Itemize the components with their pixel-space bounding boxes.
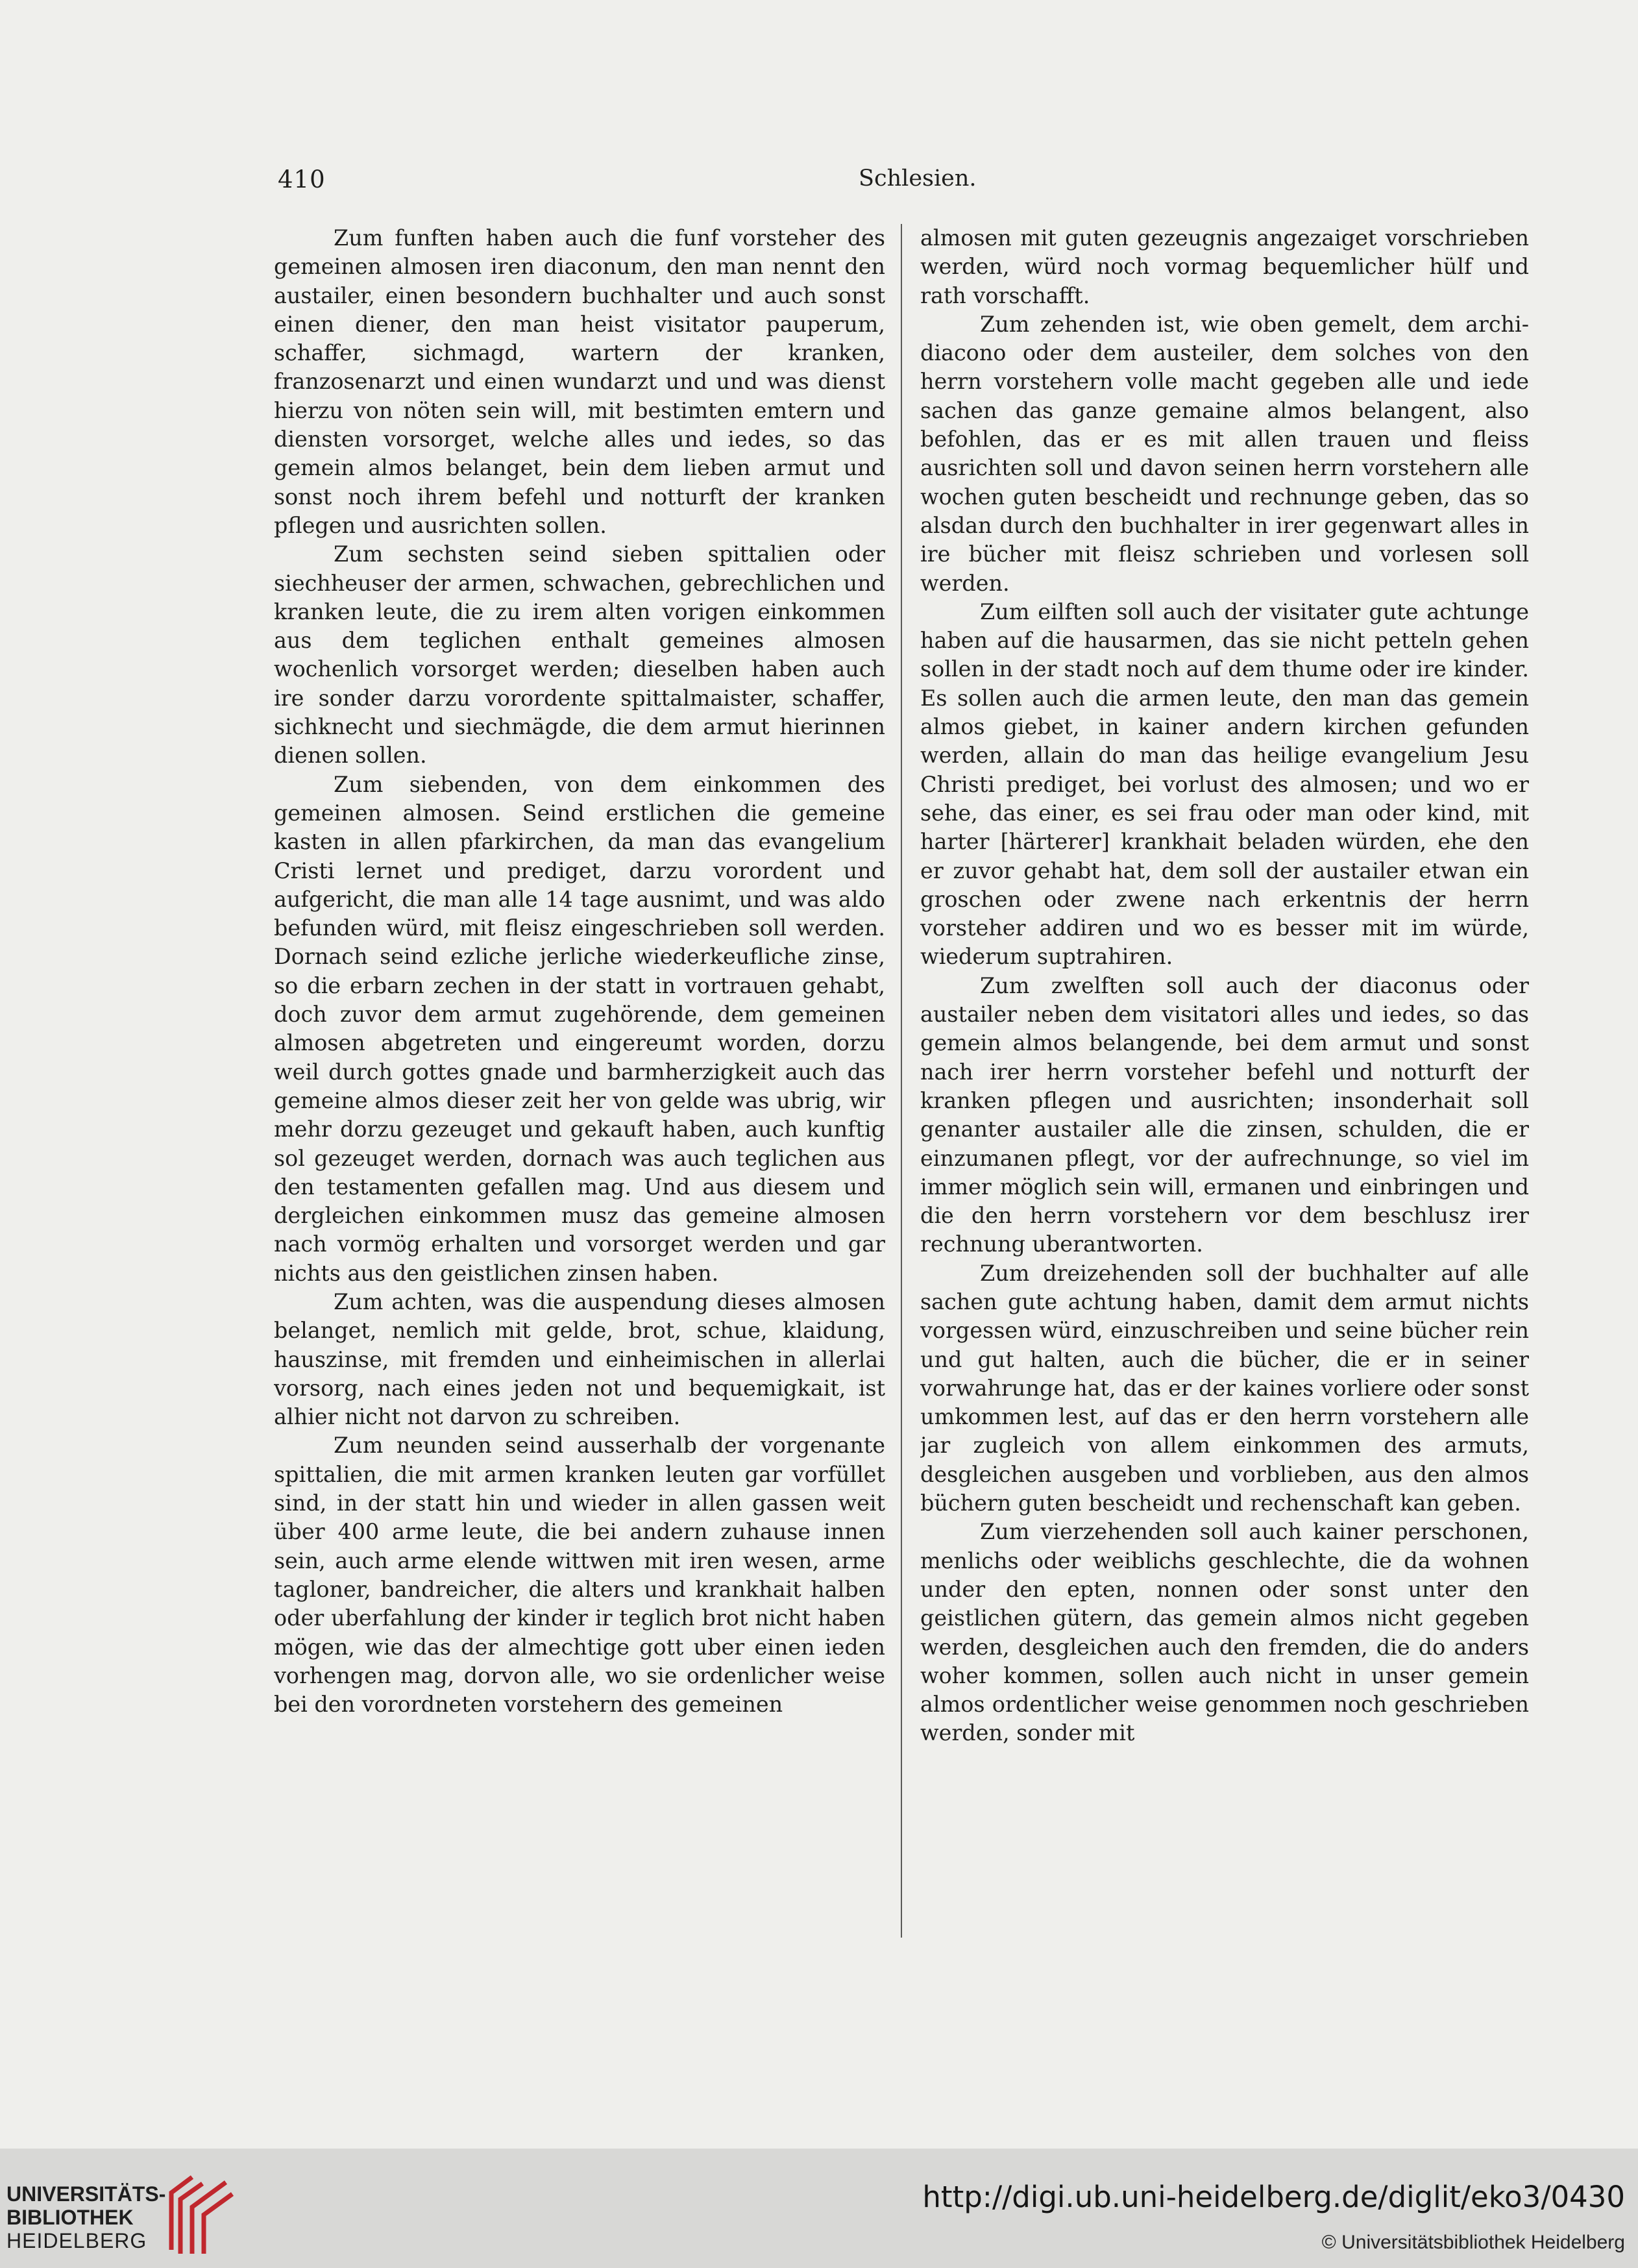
paragraph: Zum zehenden ist, wie oben gemelt, dem archidiacono oder dem austeiler, dem solches von den herrn vorstehern volle macht gegeben alle und iede sachen das ganze gemaine almos belangent, also befohlen, das er es mit allen trauen und fleiss ausrichten soll und davon seinen herrn vorstehern alle wochen guten bescheidt und rechnunge geben, das so alsdan durch den buchhalter in irer gegenwart alles in ire bücher mit fleisz schrieben und vorlesen soll werden. bbox=[920, 311, 1529, 596]
paragraph: almosen mit guten gezeugnis angezaiget vorschrieben werden, würd noch vormag bequemlicher hülf und rath vorschafft. bbox=[920, 225, 1529, 308]
logo-line-1: UNIVERSITÄTS- bbox=[6, 2182, 166, 2206]
paragraph: Zum dreizehenden soll der buchhalter auf alle sachen gute achtung haben, damit dem armut nichts vorgessen würd, einzuschreiben und seine bücher rein und gut halten, auch die bücher, die er in seiner vorwahrunge hat, das er der kaines vorliere oder sonst umkommen lest, auf das er den herrn vorstehern alle jar zugleich von allem einkommen des armuts, desgleichen ausgeben und vorblieben, aus den almos büchern guten bescheidt und rechenschaft kan geben. bbox=[920, 1260, 1529, 1516]
page-header bbox=[278, 166, 1538, 204]
paragraph: Zum vierzehenden soll auch kainer perschonen, menlichs oder weiblichs geschlechte, die da wohnen under den epten, nonnen oder sonst unter den geistlichen gütern, das gemein almos nicht gegeben werden, desgleichen auch den fremden, die do anders woher kommen, sollen auch nicht in unser gemein almos ordentlicher weise genommen noch geschrieben werden, sonder mit bbox=[920, 1519, 1529, 1746]
copyright-notice: © Universitätsbibliothek Heidelberg bbox=[1321, 2232, 1625, 2253]
right-text-column bbox=[920, 224, 1529, 1938]
library-footer bbox=[0, 2149, 1638, 2268]
paragraph: Zum eilften soll auch der visitater gute achtunge haben auf die hausarmen, das sie nicht petteln gehen sollen in der stadt noch auf dem thume oder ire kinder. Es sollen auch die armen leute, den man das gemein almos giebet, in kainer andern kirchen gefunden werden, allain do man das heilige evangelium Jesu Christi prediget, bei vorlust des almosen; und wo er sehe, das einer, es sei frau oder man oder kind, mit harter [härterer] krankhait beladen würden, ehe den er zuvor gehabt hat, dem soll der austailer etwan ein groschen oder zwene nach erkentnis der herrn vorsteher addiren und wo es besser mit im würde, wiederum suptrahiren. bbox=[920, 598, 1529, 970]
paragraph: Zum funften haben auch die funf vorsteher des gemeinen almosen iren diaconum, den man nennt den austailer, einen besondern buchhalter und auch sonst einen diener, den man heist visitator pauperum, schaffer, sichmagd, wartern der kranken, franzosenarzt und einen wundarzt und und was dienst hierzu von nöten sein will, mit bestimten emtern und diensten vorsorget, welche alles und iedes, so das gemein almos belanget, bein dem lieben armut und sonst noch ihrem befehl und notturft der kranken pflegen und ausrichten sollen. bbox=[274, 225, 885, 538]
paragraph: Zum achten, was die auspendung dieses almosen belanget, nemlich mit gelde, brot, schue, klaidung, hauszinse, mit fremden und einheimischen in allerlai vorsorg, nach eines jeden not und bequemigkait, ist alhier nicht not darvon zu schreiben. bbox=[274, 1288, 885, 1430]
paragraph: Zum zwelften soll auch der diaconus oder austailer neben dem visitatori alles und iedes, so das gemein almos belangende, bei dem armut und sonst nach irer herrn vorsteher befehl und notturft der kranken pflegen und ausrichten; insonderhait soll genanter austailer alle die zinsen, schulden, die er einzumanen pflegt, vor der aufrechnunge, so viel im immer möglich sein will, ermanen und einbringen und die den herrn vorstehern vor dem beschlusz irer rechnung uberantworten. bbox=[920, 972, 1529, 1257]
permalink-url[interactable]: http://digi.ub.uni-heidelberg.de/diglit/eko3/0430 bbox=[922, 2180, 1625, 2214]
library-logo-icon bbox=[166, 2173, 238, 2258]
running-title: Schlesien. bbox=[859, 166, 977, 191]
paragraph: Zum neunden seind ausserhalb der vorgenante spittalien, die mit armen kranken leuten gar vorfüllet sind, in der statt hin und wieder in allen gassen weit über 400 arme leute, die bei andern zuhause innen sein, auch arme elende wittwen mit iren wesen, arme tagloner, bandreicher, die alters und krankhait halben oder uberfahlung der kinder ir teglich brot nicht haben mögen, wie das der almechtige gott uber einen ieden vorhengen mag, dorvon alle, wo sie ordenlicher weise bei den vorordneten vorstehern des gemeinen bbox=[274, 1433, 885, 1718]
logo-line-2: BIBLIOTHEK bbox=[6, 2206, 134, 2229]
logo-line-3: HEIDELBERG bbox=[6, 2229, 147, 2252]
paragraph: Zum siebenden, von dem einkommen des gemeinen almosen. Seind erstlichen die gemeine kasten in allen pfarkirchen, da man das evangelium Cristi lernet und prediget, darzu vorordent und aufgericht, die man alle 14 tage ausnimt, und was aldo befunden würd, mit fleisz eingeschrieben soll werden. Dornach seind ezliche jerliche wiederkeufliche zinse, so die erbarn zechen in der statt in vortrauen gehabt, doch zuvor dem armut zugehörende, dem gemeinen almosen abgetreten und eingereumt worden, dorzu weil durch gottes gnade und barmherzigkeit auch das gemeine almos dieser zeit her von gelde was ubrig, wir mehr dorzu gezeuget und gekauft haben, auch kunftig sol gezeuget werden, dornach was auch teglichen aus den testamenten gefallen mag. Und aus diesem und dergleichen einkommen musz das gemeine almosen nach vormög erhalten und vorsorget werden und gar nichts aus den geistlichen zinsen haben. bbox=[274, 771, 885, 1286]
column-divider bbox=[901, 224, 902, 1938]
paragraph: Zum sechsten seind sieben spittalien oder siechheuser der armen, schwachen, gebrechlichen und kranken leute, die zu irem alten vorigen einkommen aus dem teglichen enthalt gemeines almosen wochenlich vorsorget werden; dieselben haben auch ire sonder darzu vorordente spittalmaister, schaffer, sichknecht und siechmägde, die dem armut hierinnen dienen sollen. bbox=[274, 541, 885, 769]
page-number: 410 bbox=[278, 166, 326, 193]
left-text-column bbox=[274, 224, 885, 1938]
library-logo-text bbox=[6, 2182, 165, 2252]
